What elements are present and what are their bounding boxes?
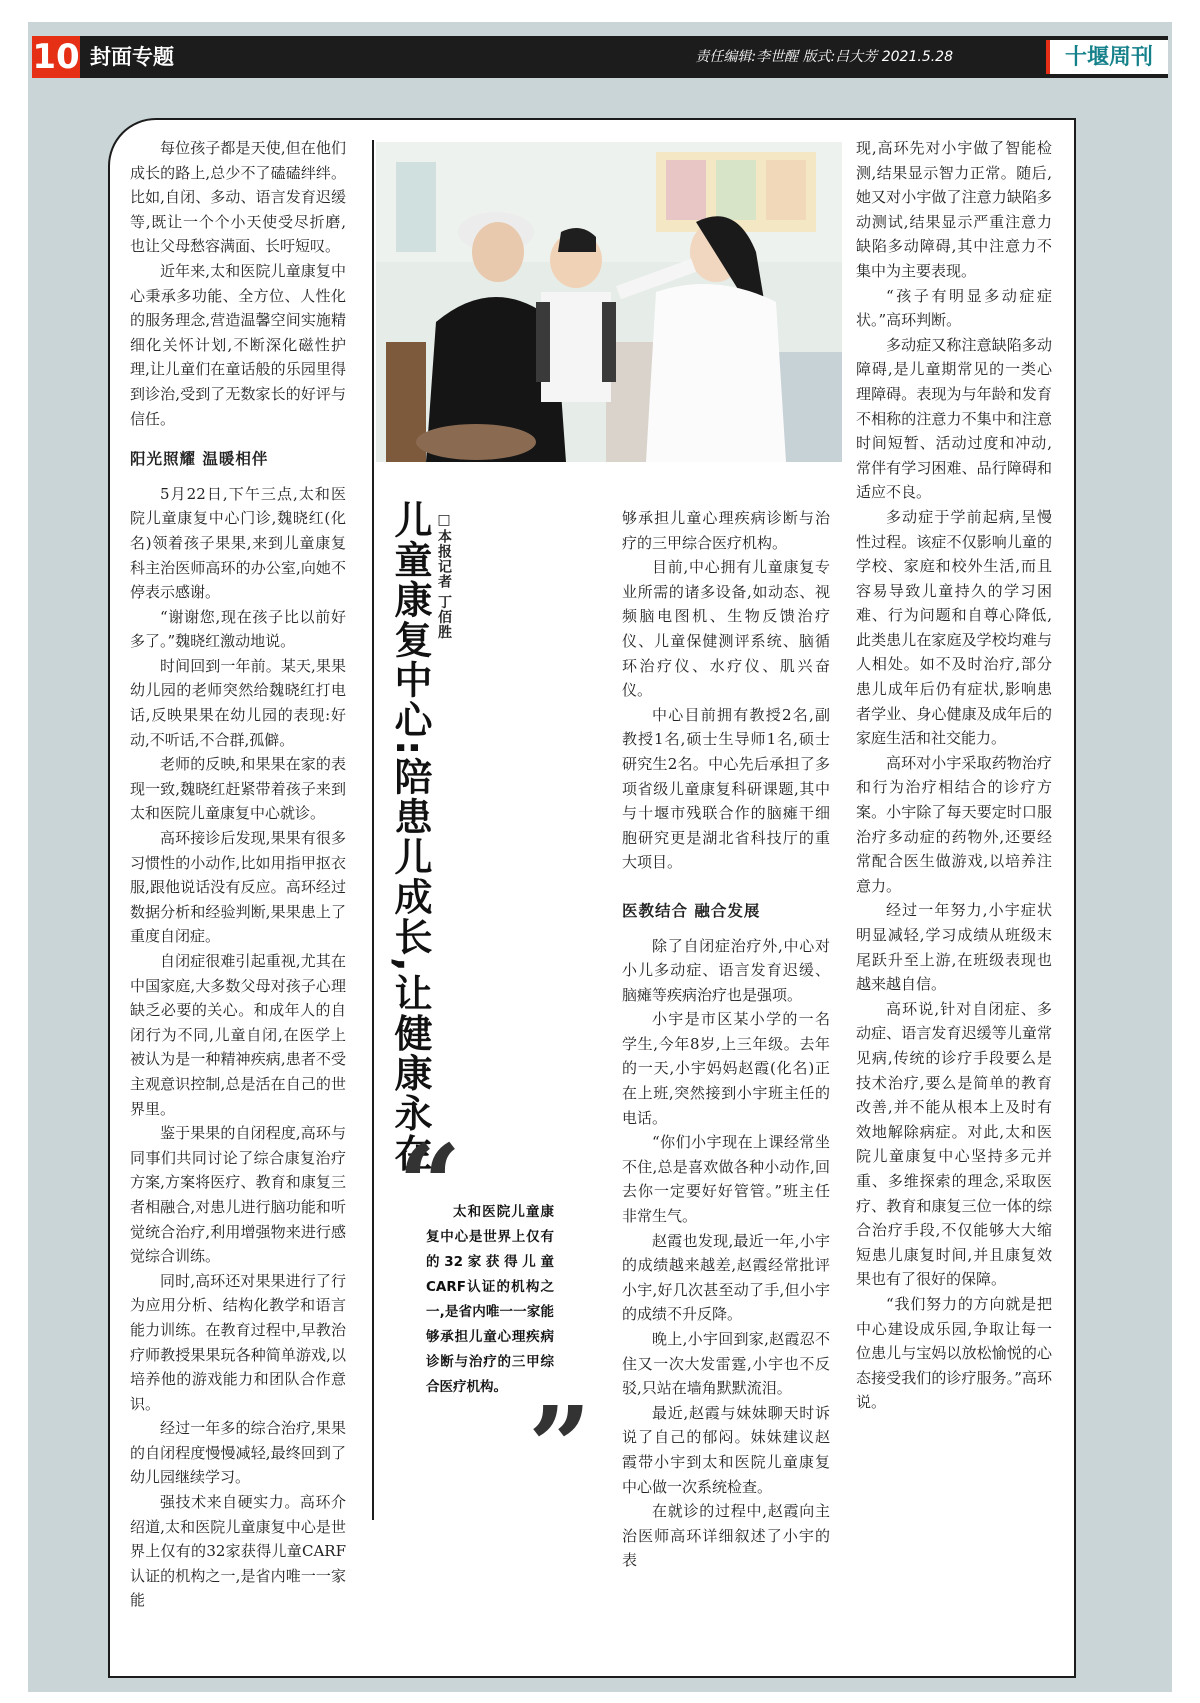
- paragraph: 每位孩子都是天使,但在他们成长的路上,总少不了磕磕绊绊。比如,自闭、多动、语言发育迟缓等,既让一个个小天使受尽折磨,也让父母愁容满面、长吁短叹。: [130, 139, 346, 256]
- paragraph: 晚上,小宇回到家,赵霞忍不住又一次大发雷霆,小宇也不反驳,只站在墙角默默流泪。: [622, 1330, 830, 1398]
- middle-column: [622, 506, 830, 1573]
- paragraph: 老师的反映,和果果在家的表现一致,魏晓红赶紧带着孩子来到太和医院儿童康复中心就诊。: [130, 755, 346, 823]
- paragraph: 多动症又称注意缺陷多动障碍,是儿童期常见的一类心理障碍。表现为与年龄和发育不相称的注意力不集中和注意时间短暂、活动过度和冲动,常伴有学习困难、品行障碍和适应不良。: [856, 335, 1052, 502]
- right-column: [856, 136, 1052, 1415]
- close-quote-icon: ”: [528, 1382, 592, 1511]
- paragraph: 最近,赵霞与妹妹聊天时诉说了自己的郁闷。妹妹建议赵霞带小宇到太和医院儿童康复中心做一次系统检查。: [622, 1403, 830, 1496]
- paragraph: 除了自闭症治疗外,中心对小儿多动症、语言发育迟缓、脑瘫等疾病治疗也是强项。: [622, 936, 830, 1004]
- paragraph: 小宇是市区某小学的一名学生,今年8岁,上三年级。去年的一天,小宇妈妈赵霞(化名)正在上班,突然接到小宇班主任的电话。: [622, 1010, 830, 1127]
- paragraph: 赵霞也发现,最近一年,小宇的成绩越来越差,赵霞经常批评小宇,好几次甚至动了手,但小宇的成绩不升反降。: [622, 1231, 830, 1324]
- paragraph: 经过一年努力,小宇症状明显减轻,学习成绩从班级末尾跃升至上游,在班级表现也越来越自信。: [856, 901, 1052, 994]
- paragraph: 多动症于学前起病,呈慢性过程。该症不仅影响儿童的学校、家庭和校外生活,而且容易导致儿童持久的学习困难、行为问题和自尊心降低,此类患儿在家庭及学校均难与人相处。如不及时治疗,部分患儿成年后仍有症状,影响患者学业、身心健康及成年后的家庭生活和社交能力。: [856, 507, 1052, 748]
- paragraph: “我们努力的方向就是把中心建设成乐园,争取让每一位患儿与宝妈以放松愉悦的心态接受我们的诊疗服务。”高环说。: [856, 1294, 1052, 1412]
- paragraph: 时间回到一年前。某天,果果幼儿园的老师突然给魏晓红打电话,反映果果在幼儿园的表现:好动,不听话,不合群,孤僻。: [130, 656, 346, 749]
- paragraph: “孩子有明显多动症症状。”高环判断。: [856, 286, 1052, 330]
- paragraph: 5月22日,下午三点,太和医院儿童康复中心门诊,魏晓红(化名)领着孩子果果,来到儿童康复科主治医师高环的办公室,向她不停表示感谢。: [130, 484, 346, 602]
- paragraph: “谢谢您,现在孩子比以前好多了。”魏晓红激动地说。: [130, 607, 346, 651]
- paragraph: 自闭症很难引起重视,尤其在中国家庭,大多数父母对孩子心理缺乏必要的关心。和成年人的自闭行为不同,儿童自闭,在医学上被认为是一种精神疾病,患者不受主观意识控制,总是活在自己的世界里。: [130, 952, 346, 1118]
- open-quote-icon: “: [398, 1120, 462, 1249]
- page-number: 10: [32, 37, 80, 77]
- pull-quote: [426, 1200, 554, 1400]
- article-byline: □本报记者 丁佰胜: [436, 512, 452, 640]
- paragraph: 目前,中心拥有儿童康复专业所需的诸多设备,如动态、视频脑电图机、生物反馈治疗仪、儿童保健测评系统、脑循环治疗仪、水疗仪、肌兴奋仪。: [622, 558, 830, 700]
- column-divider: [372, 140, 374, 1520]
- paragraph: 强技术来自硬实力。高环介绍道,太和医院儿童康复中心是世界上仅有的32家获得儿童CARF认证的机构之一,是省内唯一一家能: [130, 1493, 346, 1610]
- paragraph: 在就诊的过程中,赵霞向主治医师高环详细叙述了小宇的表: [622, 1502, 830, 1570]
- section-title: 封面专题: [90, 45, 174, 69]
- subhead: 阳光照耀 温暖相伴: [130, 450, 269, 469]
- article-headline: 儿童康复中心:陪患儿成长,让健康永在: [388, 500, 432, 1174]
- brand-logo: 十堰周刊: [1046, 40, 1168, 74]
- paragraph: 同时,高环还对果果进行了行为应用分析、结构化教学和语言能力训练。在教育过程中,早教治疗师教授果果玩各种简单游戏,以培养他的游戏能力和团队合作意识。: [130, 1271, 346, 1413]
- article-photo: [376, 142, 842, 462]
- photo-illustration: [376, 142, 842, 462]
- paragraph: 鉴于果果的自闭程度,高环与同事们共同讨论了综合康复治疗方案,方案将医疗、教育和康复三者相融合,对患儿进行脑功能和听觉统合治疗,利用增强物来进行感觉综合训练。: [130, 1124, 346, 1266]
- paragraph: 中心目前拥有教授2名,副教授1名,硕士生导师1名,硕士研究生2名。中心先后承担了多项省级儿童康复科研课题,其中与十堰市残联合作的脑瘫干细胞研究更是湖北省科技厅的重大项目。: [622, 705, 830, 872]
- paragraph: 够承担儿童心理疾病诊断与治疗的三甲综合医疗机构。: [622, 509, 830, 552]
- paragraph: 近年来,太和医院儿童康复中心秉承多功能、全方位、人性化的服务理念,营造温馨空间实施精细化关怀计划,不断深化磁性护理,让儿童们在童话般的乐园里得到诊治,受到了无数家长的好评与信任。: [130, 261, 346, 428]
- paragraph: 高环说,针对自闭症、多动症、语言发育迟缓等儿童常见病,传统的诊疗手段要么是技术治疗,要么是简单的教育改善,并不能从根本上及时有效地解除病症。对此,太和医院儿童康复中心坚持多元并重、多维探索的理念,采取医疗、教育和康复三位一体的综合治疗手段,不仅能够大大缩短患儿康复时间,并且康复效果也有了很好的保障。: [856, 999, 1052, 1289]
- paragraph: 经过一年多的综合治疗,果果的自闭程度慢慢减轻,最终回到了幼儿园继续学习。: [130, 1419, 346, 1487]
- paragraph: “你们小宇现在上课经常坐不住,总是喜欢做各种小动作,回去你一定要好好管管。”班主任非常生气。: [622, 1133, 830, 1226]
- paragraph: 现,高环先对小宇做了智能检测,结果显示智力正常。随后,她又对小宇做了注意力缺陷多动测试,结果显示严重注意力缺陷多动障碍,其中注意力不集中为主要表现。: [856, 139, 1052, 280]
- paragraph: 高环接诊后发现,果果有很多习惯性的小动作,比如用指甲抠衣服,跟他说话没有反应。高环经过数据分析和经验判断,果果患上了重度自闭症。: [130, 829, 346, 946]
- left-column: [130, 136, 346, 1613]
- page-header: [32, 36, 1168, 78]
- editor-credits: 责任编辑:李世醒 版式:吕大芳 2021.5.28: [695, 49, 953, 65]
- pull-quote-text: 太和医院儿童康复中心是世界上仅有的32家获得儿童CARF认证的机构之一,是省内唯一一家能够承担儿童心理疾病诊断与治疗的三甲综合医疗机构。: [426, 1204, 554, 1395]
- paragraph: 高环对小宇采取药物治疗和行为治疗相结合的诊疗方案。小宇除了每天要定时口服治疗多动症的药物外,还要经常配合医生做游戏,以培养注意力。: [856, 753, 1052, 895]
- subhead: 医教结合 融合发展: [622, 901, 761, 920]
